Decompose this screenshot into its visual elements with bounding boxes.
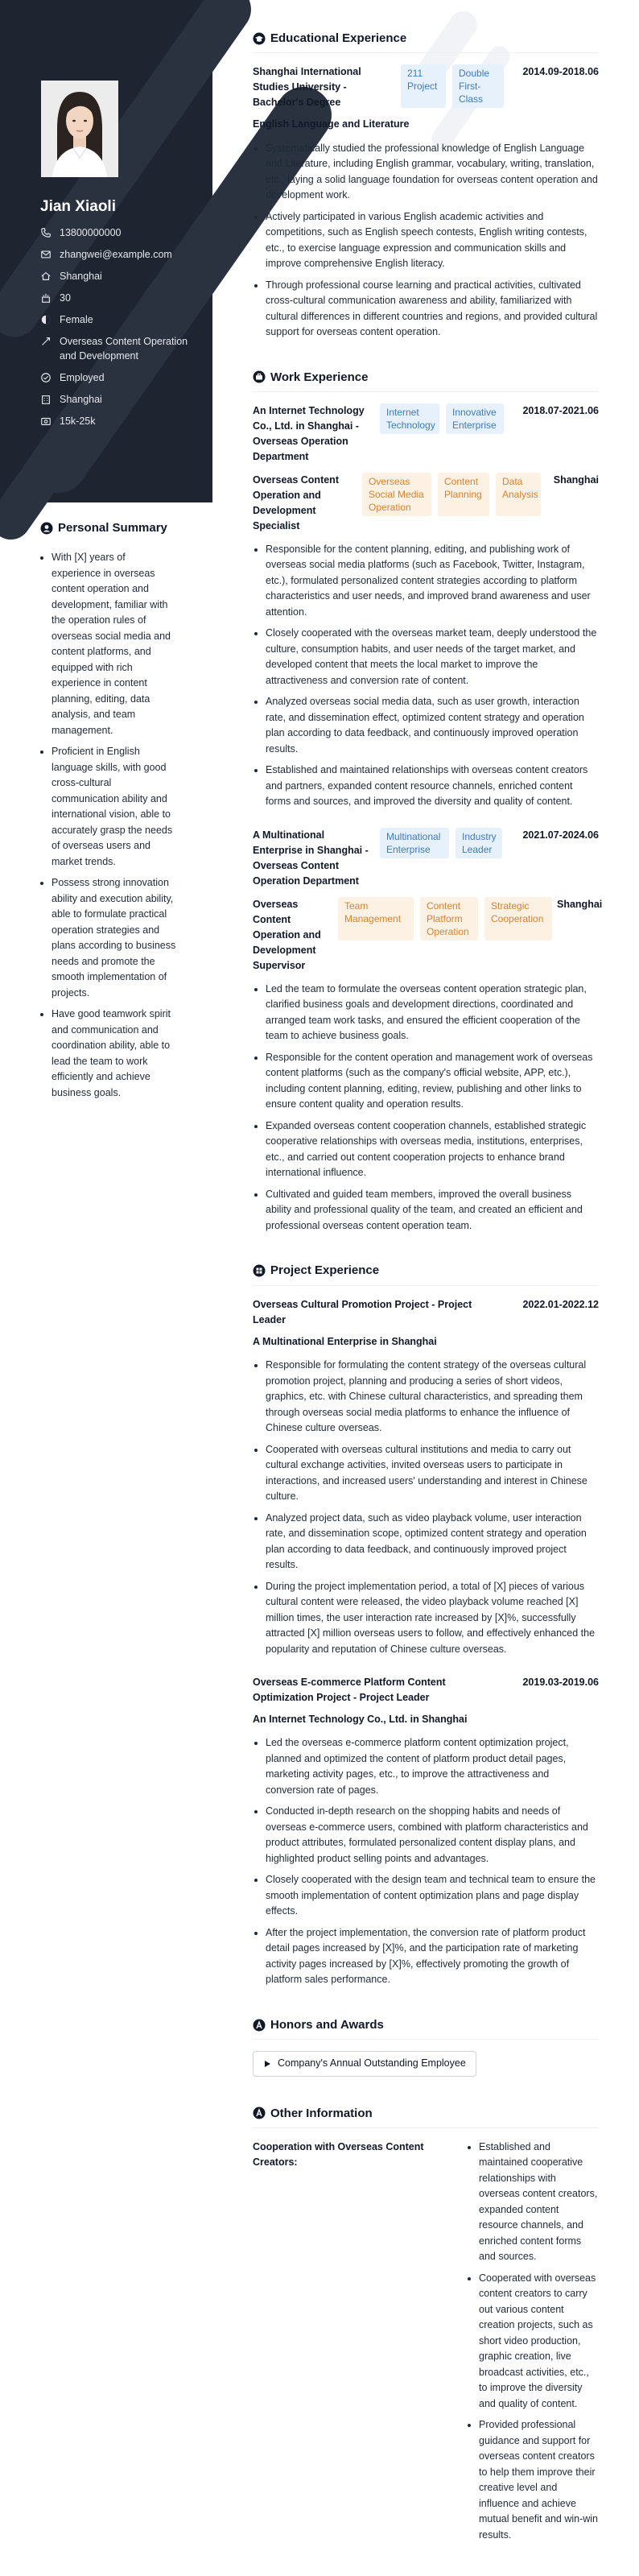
major: English Language and Literature [253, 118, 410, 130]
tag: Strategic Cooperation [484, 897, 552, 941]
info-target-job [40, 334, 193, 363]
other-info-label: Cooperation with Overseas Content Creators: [253, 2140, 424, 2169]
education-details [253, 141, 599, 341]
section-heading [253, 29, 599, 53]
other-info-list [466, 2140, 599, 2549]
main-column [253, 29, 603, 2576]
info-text: zhangwei@example.com [60, 249, 172, 260]
list-item: • Provided professional guidance and support for overseas content creators to help them improve their creative level and influence and achieve mutual benefit and win-win results. [479, 2417, 599, 2543]
honors-section [253, 2016, 599, 2077]
award-icon [253, 2019, 266, 2032]
avatar [41, 81, 118, 177]
section-title-text: Work Experience [270, 370, 369, 384]
project-org: An Internet Technology Co., Ltd. in Shanghai [253, 1714, 468, 1725]
profile-card [0, 0, 212, 502]
list-item: • Closely cooperated with the overseas market team, deeply understood the culture, consumption habits, and user needs of the target market, and developed content that meets the local market to improve the attractiveness and conversion rate of content. [266, 626, 599, 688]
phone-icon [40, 227, 52, 238]
list-item: • Responsible for formulating the content strategy of the overseas cultural promotion project, planning and producing a series of short videos, graphics, etc. with Chinese cultural characteristics, and spreading them through overseas social media platforms to enhance the influence of Chinese culture overseas. [266, 1358, 599, 1437]
info-icon [253, 2107, 266, 2119]
job-details [253, 982, 599, 1234]
work-entry [253, 828, 603, 1234]
candidate-name: Jian Xiaoli [40, 198, 116, 215]
job-role: Overseas Content Operation and Development Specialist [253, 473, 339, 531]
list-item: • Have good teamwork spirit and communication and coordination ability, able to lead the team to work efficiently and achieve business goals. [52, 1007, 177, 1101]
list-item: • Led the team to formulate the overseas content operation strategic plan, clarified business goals and development directions, coordinated and arranged team work tasks, and ensured the efficient cooperation of the team to achieve business goals. [266, 982, 599, 1044]
info-status [40, 370, 193, 385]
project-grid-icon [253, 1264, 266, 1277]
list-item: • Closely cooperated with the design team and technical team to ensure the smooth implementation of content optimization plans and page display effects. [266, 1872, 599, 1920]
project-section [253, 1261, 599, 1988]
work-entry [253, 403, 599, 810]
job-role: Overseas Content Operation and Development Supervisor [253, 898, 321, 971]
section-title-text: Project Experience [270, 1263, 380, 1278]
section-heading [253, 2104, 599, 2128]
list-item: • Cultivated and guided team members, improved the overall business ability and professional quality of the team, and created an efficient and professional overseas content operation team. [266, 1187, 599, 1234]
user-icon [40, 522, 53, 535]
date-range: 2019.03-2019.06 [522, 1677, 599, 1688]
email-icon [40, 249, 52, 260]
city-icon [40, 394, 52, 405]
contact-info-list [40, 225, 193, 436]
job-location: Shanghai [557, 898, 603, 910]
summary-list [40, 550, 177, 1101]
tag: Team Management [338, 897, 414, 941]
project-details [253, 1358, 599, 1657]
list-item: • Established and maintained cooperative relationships with overseas content creators, expanded content resource channels, and enriched content forms and sources. [479, 2140, 599, 2265]
info-hometown [40, 269, 193, 283]
info-text: 13800000000 [60, 227, 122, 238]
other-info-row [253, 2140, 599, 2549]
date-range: 2018.07-2021.06 [522, 404, 599, 416]
list-item: • Established and maintained relationships with overseas content creators and partners, expanded content resource channels, enriched content forms and sources, and improved the diversity and quality of content. [266, 763, 599, 810]
list-item: • Led the overseas e-commerce platform content optimization project, planned and optimized the content of platform product detail pages, marketing activity pages, etc., to improve the attractiveness and conversion rate of pages. [266, 1735, 599, 1798]
section-heading [40, 519, 177, 537]
avatar-portrait-icon [41, 81, 118, 177]
section-title-text: Educational Experience [270, 31, 407, 45]
job-details [253, 542, 599, 810]
other-info-section [253, 2104, 599, 2549]
info-text: 15k-25k [60, 416, 96, 427]
info-text: Shanghai [60, 271, 102, 282]
briefcase-icon [253, 370, 266, 383]
list-item: • After the project implementation, the conversion rate of platform product detail pages increased by [X]%, and the participation rate of marketing activity pages increased by [X]%, effectively promoting the growth of platform sales performance. [266, 1925, 599, 1988]
tag: Industry Leader [456, 828, 502, 858]
tag: Content Planning [438, 473, 489, 516]
project-entry [253, 1675, 599, 1988]
project-name: Overseas Cultural Promotion Project - Project Leader [253, 1298, 472, 1325]
age-icon [40, 292, 52, 304]
info-text: Overseas Content Operation and Development [60, 336, 188, 362]
tag: Double First-Class [452, 64, 504, 108]
info-text: 30 [60, 292, 71, 304]
section-heading [253, 2016, 599, 2040]
company-name: An Internet Technology Co., Ltd. in Shanghai - Overseas Operation Department [253, 404, 365, 462]
project-details [253, 1735, 599, 1988]
info-text: Female [60, 314, 93, 325]
award-text: Company's Annual Outstanding Employee [278, 2057, 466, 2069]
personal-summary-section [40, 519, 177, 1106]
education-entry [253, 64, 599, 340]
list-item: • Responsible for the content planning, editing, and publishing work of overseas social media platforms (such as Facebook, Twitter, Instagram, etc.), formulated personalized content strategies according to platform characteristics and user needs, and improved brand awareness and user attention. [266, 542, 599, 621]
info-salary [40, 414, 193, 428]
list-item: • Conducted in-depth research on the shopping habits and needs of overseas e-commerce users, combined with platform characteristics and product attributes, formulated personalized content display plans, and highlighted product selling points and advantages. [266, 1804, 599, 1867]
info-city [40, 392, 193, 407]
list-item: • Through professional course learning and practical activities, cultivated cross-cultural communication awareness and ability, familiarized with cultural differences in different countries and regions, and provided cultural support for overseas content operation. [266, 278, 599, 341]
tag: Content Platform Operation [420, 897, 478, 941]
salary-icon [40, 416, 52, 427]
status-icon [40, 372, 52, 383]
target-job-icon [40, 336, 52, 347]
section-title-text: Other Information [270, 2106, 373, 2120]
info-text: Shanghai [60, 394, 102, 405]
list-item: • During the project implementation period, a total of [X] pieces of various cultural content were released, the video playback volume reached [X] million times, the user interaction rate increased by [X]%, successfully attracted [X] million overseas users to follow, and effectively enhanced the popularity and reputation of Chinese culture overseas. [266, 1579, 599, 1658]
project-name: Overseas E-commerce Platform Content Optimization Project - Project Leader [253, 1677, 446, 1703]
section-heading [253, 1261, 599, 1285]
info-phone [40, 225, 193, 240]
info-text: Employed [60, 372, 105, 383]
tag: Data Analysis [496, 473, 541, 516]
section-heading [253, 368, 599, 392]
section-title-text: Personal Summary [58, 521, 167, 535]
date-range: 2022.01-2022.12 [522, 1298, 599, 1310]
tag: Overseas Social Media Operation [362, 473, 431, 516]
gender-icon [40, 314, 52, 325]
tag: Internet Technology [380, 403, 439, 434]
list-item: • Analyzed project data, such as video playback volume, user interaction rate, and dissemination scope, optimized content strategy and operation plan according to data feedback, and continuously improved project results. [266, 1511, 599, 1573]
section-title-text: Honors and Awards [270, 2017, 384, 2032]
list-item: • Cooperated with overseas cultural institutions and media to carry out cultural exchange activities, invited overseas users to participate in interactions, and increased users' understanding and interest in Chinese culture. [266, 1442, 599, 1505]
info-age [40, 291, 193, 305]
graduation-cap-icon [253, 32, 266, 45]
list-item: • Responsible for the content operation and management work of overseas content platforms (such as the company's official website, APP, etc.), including content planning, editing, review, publishing and other links to ensure content quality and operation results. [266, 1050, 599, 1113]
list-item: • Cooperated with overseas content creators to carry out various content creation projects, such as short video production, graphic creation, live broadcast activities, etc., to improve the diversity and quality of content. [479, 2271, 599, 2413]
list-item: • With [X] years of experience in overseas content operation and development, familiar with the operation rules of overseas social media and content platforms, and equipped with rich experience in content planning, editing, data analysis, and team management. [52, 550, 177, 738]
tag: Innovative Enterprise [446, 403, 504, 434]
list-item: • Systematically studied the professional knowledge of English Language and Literature, including English grammar, vocabulary, writing, translation, etc., laying a solid language foundation for overseas content operation and development work. [266, 141, 599, 204]
project-org: A Multinational Enterprise in Shanghai [253, 1335, 437, 1347]
list-item: • Analyzed overseas social media data, such as user growth, interaction rate, and dissemination effect, optimized content strategy and operation plan according to data feedback, and continuously improved operation results. [266, 694, 599, 757]
home-icon [40, 271, 52, 282]
work-section [253, 368, 603, 1234]
date-range: 2014.09-2018.06 [522, 66, 599, 78]
left-column [0, 0, 212, 2519]
project-entry [253, 1297, 599, 1657]
list-item: • Proficient in English language skills, with good cross-cultural communication ability and international vision, able to accurately grasp the needs of overseas users and market trends. [52, 744, 177, 870]
list-item: • Possess strong innovation ability and execution ability, able to formulate practical operation strategies and plans according to business needs and promote the smooth implementation of projects. [52, 875, 177, 1001]
company-name: A Multinational Enterprise in Shanghai - Overseas Content Operation Department [253, 829, 369, 887]
award-badge [253, 2051, 476, 2076]
play-arrow-icon [263, 2060, 271, 2068]
info-email [40, 247, 193, 262]
tag: Multinational Enterprise [380, 828, 449, 858]
education-section [253, 29, 599, 341]
date-range: 2021.07-2024.06 [522, 829, 599, 841]
list-item: • Actively participated in various English academic activities and competitions, such as English speech contests, English writing contests, etc., to exercise language expression and communication skills and improve comprehensive English literacy. [266, 209, 599, 272]
job-location: Shanghai [553, 473, 599, 486]
info-gender [40, 312, 193, 327]
school-name: Shanghai International Studies University - Bachelor's Degree [253, 66, 361, 109]
list-item: • Expanded overseas content cooperation channels, established strategic cooperative relationships with overseas media, institutions, enterprises, etc., and carried out content cooperation projects to enhance brand international influence. [266, 1118, 599, 1181]
tag: 211 Project [401, 64, 446, 108]
